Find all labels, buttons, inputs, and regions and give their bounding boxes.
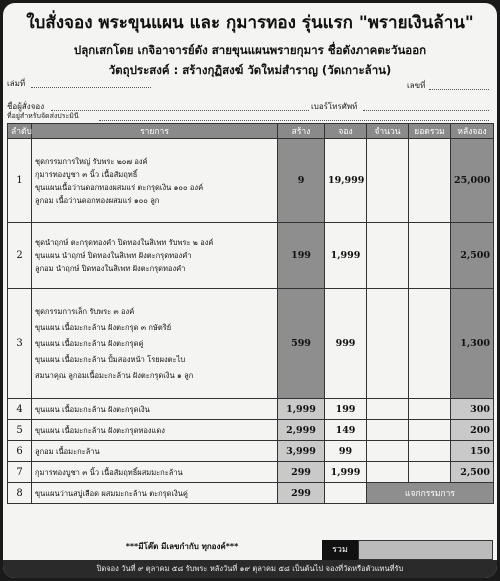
after-price: 200: [451, 420, 494, 441]
after-price: 1,300: [451, 289, 494, 399]
table-row: [8, 289, 494, 399]
col-header: ลำดับ: [8, 124, 32, 139]
item-line: ชุดกรรมการเล็ก รับพระ ๓ องค์: [35, 306, 135, 316]
row-number: 5: [8, 420, 32, 441]
no-field[interactable]: [429, 89, 489, 90]
name-field[interactable]: [51, 110, 309, 111]
row-items: [32, 289, 278, 399]
total-cell[interactable]: [409, 223, 451, 289]
form-footer: [7, 540, 493, 560]
quantity-cell[interactable]: [367, 399, 409, 420]
row-number: 6: [8, 441, 32, 462]
after-price: 2,500: [451, 462, 494, 483]
booking-price: 149: [325, 420, 367, 441]
row-number: 8: [8, 483, 32, 504]
booking-price: 999: [325, 289, 367, 399]
col-header: จำนวน: [367, 124, 409, 139]
col-header: จอง: [325, 124, 367, 139]
item-line: ขุนแผน เนื้อมะกะล้าน ปั้มสองหน้า โรยผงตะไบ: [35, 354, 186, 364]
quantity-cell[interactable]: [367, 289, 409, 399]
item-line: ลูกอม นำฤกษ์ ปิดทองในสิเพท ฝังตะกรุดทองคำ: [35, 264, 186, 273]
item-line: ขุนแผน เนื้อมะกะล้าน ฝังตะกรุดเงิน: [35, 404, 150, 414]
item-line: สมนาคุณ ลูกอมเนื้อมะกะล้าน ฝังตะกรุดเงิน ๑ ลูก: [35, 370, 194, 380]
row-items: [32, 462, 278, 483]
col-header: หลังจอง: [451, 124, 494, 139]
order-table: [7, 123, 494, 504]
row-number: 4: [8, 399, 32, 420]
item-line: ชุดนำฤกษ์ ตะกรุดทองคำ ปิดทองในสิเพท รับพระ ๒ องค์: [35, 238, 214, 247]
table-row: [8, 223, 494, 289]
quantity-cell[interactable]: [367, 441, 409, 462]
table-row: [8, 441, 494, 462]
total-cell[interactable]: [409, 441, 451, 462]
built-count: 199: [278, 223, 325, 289]
book-no-label: เล่มที่: [7, 79, 26, 88]
address-field[interactable]: [99, 120, 489, 121]
sum-total-field[interactable]: [358, 540, 493, 560]
item-line: ลูกอม เนื้อว่านดอกทองผสมแร่ ๑๐๐ ลูก: [35, 195, 160, 205]
col-header: รายการ: [32, 124, 278, 139]
total-cell[interactable]: [409, 462, 451, 483]
built-count: 9: [278, 139, 325, 223]
item-line: ขุนแผน เนื้อมะกะล้าน ฝังตะกรุดทองแดง: [35, 425, 165, 435]
after-price: 150: [451, 441, 494, 462]
after-price: 2,500: [451, 223, 494, 289]
item-line: ขุนแผน เนื้อมะกะล้าน ฝังตะกรุดคู่: [35, 338, 144, 348]
sum-label: รวม: [322, 540, 358, 560]
built-count: 3,999: [278, 441, 325, 462]
committee-only-label: แจกกรรมการ: [367, 483, 494, 504]
table-row: [8, 399, 494, 420]
item-line: กุมารทองบูชา ๓ นิ้ว เนื้อสัมฤทธิ์ผสมมะกะล้าน: [35, 467, 183, 477]
book-no-field[interactable]: [31, 87, 151, 88]
built-count: 2,999: [278, 420, 325, 441]
order-form: [3, 3, 497, 578]
booking-price: 1,999: [325, 462, 367, 483]
item-line: กุมารทองบูชา ๓ นิ้ว เนื้อสัมฤทธิ์: [35, 169, 138, 179]
row-items: [32, 441, 278, 462]
row-items: [32, 399, 278, 420]
after-price: 300: [451, 399, 494, 420]
phone-label: เบอร์โทรศัพท์: [311, 102, 358, 111]
item-line: ชุดกรรมการใหญ่ รับพระ ๒๐๗ องค์: [35, 156, 148, 166]
serial-note: ***มีโค๊ต มีเลขกำกับ ทุกองค์***: [125, 542, 239, 551]
col-header: ยอดรวม: [409, 124, 451, 139]
booking-price: 19,999: [325, 139, 367, 223]
closing-date-bar: ปิดจอง วันที่ ๙ ตุลาคม ๕๘ รับพระ หลังวันที่ ๑๙ ตุลาคม ๕๘ เป็นต้นไป จองที่วัดหรือตัวแทนที่รับ: [3, 560, 497, 578]
phone-field[interactable]: [363, 110, 489, 111]
quantity-cell[interactable]: [367, 462, 409, 483]
consecration-line: ปลุกเสกโดย เกจิอาจารย์ดัง สายขุนแผนพรายกุมาร ชื่อดังภาคตะวันออก: [73, 43, 427, 57]
item-line: ลูกอม เนื้อมะกะล้าน: [35, 446, 100, 456]
table-row: [8, 420, 494, 441]
row-items: [32, 483, 278, 504]
booking-price: [325, 483, 367, 504]
col-header: สร้าง: [278, 124, 325, 139]
booking-price: 199: [325, 399, 367, 420]
form-title: ใบสั่งจอง พระขุนแผน และ กุมารทอง รุ่นแรก "พรายเงินล้าน": [26, 13, 474, 33]
item-line: ขุนแผนเนื้อว่านดอกทองผสมแร่ ตะกรุดเงิน ๑๐๐ องค์: [35, 182, 204, 192]
table-row: [8, 483, 494, 504]
row-items: [32, 139, 278, 223]
table-row: [8, 462, 494, 483]
row-items: [32, 420, 278, 441]
row-number: 3: [8, 289, 32, 399]
total-cell[interactable]: [409, 289, 451, 399]
total-cell[interactable]: [409, 399, 451, 420]
item-line: ขุนแผน เนื้อมะกะล้าน ฝังตะกรุด ๓ กษัตริย์: [35, 322, 172, 332]
quantity-cell[interactable]: [367, 139, 409, 223]
built-count: 599: [278, 289, 325, 399]
item-line: ขุนแผนว่านสบู่เลือด ผสมมะกะล้าน ตะกรุดเงินคู่: [35, 488, 188, 498]
built-count: 299: [278, 483, 325, 504]
item-line: ขุนแผน นำฤกษ์ ปิดทองในสิเพท ฝังตะกรุดทองคำ: [35, 251, 192, 260]
row-items: [32, 223, 278, 289]
booking-price: 99: [325, 441, 367, 462]
total-cell[interactable]: [409, 139, 451, 223]
after-price: 25,000: [451, 139, 494, 223]
table-row: [8, 139, 494, 223]
purpose-line: วัตถุประสงค์ : สร้างกุฏิสงฆ์ วัดใหม่สำราญ (วัดเกาะล้าน): [108, 63, 392, 77]
name-label: ชื่อผู้สั่งจอง: [7, 102, 45, 111]
built-count: 1,999: [278, 399, 325, 420]
no-label: เลขที่: [407, 81, 426, 90]
table-header: [8, 124, 494, 139]
row-number: 2: [8, 223, 32, 289]
quantity-cell[interactable]: [367, 223, 409, 289]
address-label: ที่อยู่สำหรับจัดส่งประมินี: [7, 112, 79, 120]
booking-price: 1,999: [325, 223, 367, 289]
row-number: 1: [8, 139, 32, 223]
built-count: 299: [278, 462, 325, 483]
row-number: 7: [8, 462, 32, 483]
total-cell[interactable]: [409, 420, 451, 441]
quantity-cell[interactable]: [367, 420, 409, 441]
